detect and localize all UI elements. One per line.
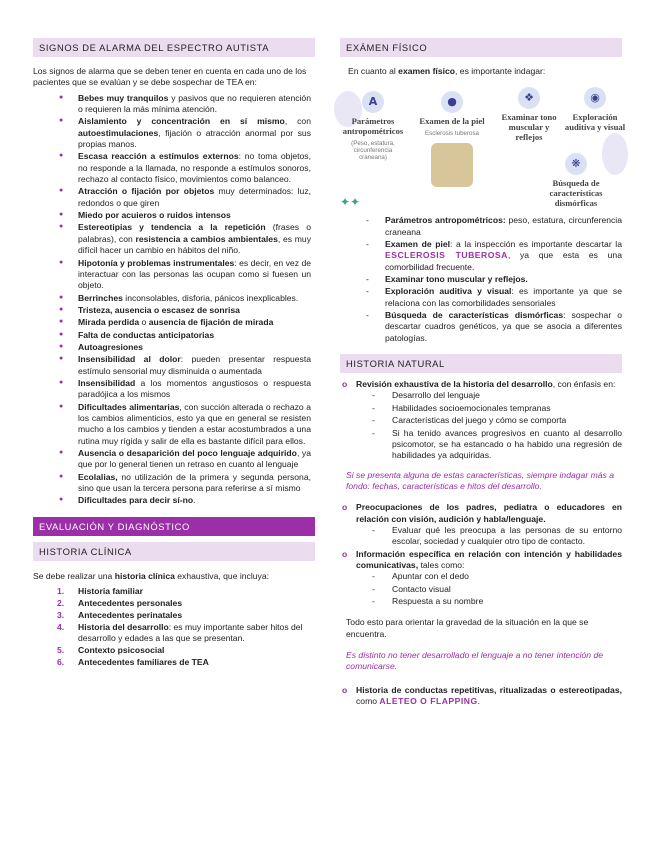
sign-text: : no toma objetos, no responde a la llamada, no responde a estímulos sonoros, rechazo al contacto físico, movimientos como balanceo. (78, 151, 311, 185)
item-bold: Antecedentes personales (78, 597, 183, 608)
sign-bold: Hipotonía y problemas instrumentales (78, 257, 235, 268)
item-bold: Historia familiar (78, 586, 143, 597)
note-language-intention: Es distinto no tener desarrollado el lenguaje a no tener intención de comunicarse. (346, 650, 604, 672)
skin-photo (431, 143, 473, 187)
item-bold: Antecedentes familiares de TEA (78, 656, 209, 667)
sign-bold: Berrinches (78, 292, 123, 303)
item-bold: Antecedentes perinatales (78, 609, 183, 620)
card-subtitle: (Peso, estatura, circunferencia craneana) (351, 140, 395, 162)
dna-icon: ❋ (565, 153, 587, 175)
exam-text: : a la inspección es importante descartar la (450, 239, 622, 250)
list-item (340, 215, 622, 238)
sign-bold: Falta de conductas anticipatorias (78, 329, 215, 340)
sign-bold: Miedo por acuieros o ruidos intensos (78, 210, 231, 221)
sign-text: : es decir, en vez de interactuar con las personas las ocupan como si fuesen un objeto. (78, 257, 311, 291)
sign-bold: Estereotipias y tendencia a la repetición (78, 222, 266, 233)
list-item-repetitive-conduct (340, 685, 622, 708)
list-item (33, 151, 315, 185)
evaluation-header: EVALUACIÓN Y DIAGNÓSTICO (33, 517, 315, 536)
sign-bold-2: resistencia a cambios ambientales (135, 233, 278, 244)
exam-text-2: , ya que esta es una comorbilidad frecuente. (385, 250, 622, 272)
infographic-card-dysmorphic (534, 153, 618, 209)
sign-text: inconsolables, disforia, pánicos inexplicables. (122, 292, 299, 303)
sign-bold: Bebes muy tranquilos (78, 92, 169, 103)
exam-text: : es importante ya que se relaciona con las comorbilidades sensoriales (385, 286, 622, 308)
conduct-text: como (356, 696, 380, 707)
exam-text: peso, estatura, circunferencia craneana (385, 215, 622, 237)
list-item (33, 317, 315, 328)
exam-intro-bold: examen físico (398, 66, 456, 76)
list-item (33, 495, 315, 506)
infographic-card-sensory (562, 87, 628, 133)
sign-bold: Dificultades para decir sí-no (78, 495, 194, 506)
sign-text: (frases o palabras), con (78, 222, 311, 244)
sign-text: a los momentos angustiosos o respuesta paradójica a los mismos (78, 377, 311, 400)
natural-history-header: HISTORIA NATURAL (340, 354, 622, 373)
list-item: - Evaluar qué les preocupa a las personas de su entorno escolar, sociedad y cualquier otro tipo de contacto. (356, 525, 622, 548)
item-bold: Historia del desarrollo (78, 621, 169, 632)
sparkle-icon: ✦✦ (340, 195, 361, 210)
sign-text: o (139, 317, 149, 328)
list-item: - Respuesta a su nombre (356, 596, 622, 607)
parents-bold: Preocupaciones de los padres, pediatra o educadores en relación con visión, audición y habla/lenguaje. (356, 502, 622, 524)
list-item (33, 586, 315, 597)
list-item: - Contacto visual (356, 584, 622, 595)
list-item (33, 258, 315, 292)
sign-text-2: , fijación o atracción anormal por sus propias manos. (78, 127, 311, 150)
list-item (33, 342, 315, 353)
list-item (33, 354, 315, 377)
signs-list (33, 93, 315, 507)
sign-bold-2: autoestimulaciones (78, 127, 159, 138)
info-sublist (356, 571, 622, 607)
conduct-bold: Historia de conductas repetitivas, ritualizadas o estereotipadas, (356, 684, 622, 695)
history-intro (33, 571, 315, 582)
card-title: Examinar tono muscular y reflejos (501, 112, 557, 143)
list-item: - Desarrollo del lenguaje (356, 390, 622, 401)
list-item (33, 657, 315, 668)
sign-bold: Tristeza, ausencia o escasez de sonrisa (78, 304, 240, 315)
natural-history-list (340, 379, 622, 461)
exam-infographic (340, 83, 626, 213)
item-number: 5. (57, 644, 65, 655)
exam-accent: ESCLEROSIS TUBEROSA (385, 250, 508, 261)
sign-text: muy determinados: luz, redondos o que giren (78, 186, 311, 208)
infographic-card-anthropometric (340, 91, 406, 161)
list-item (33, 293, 315, 304)
card-subtitle: Esclerosis tuberosa (425, 130, 479, 138)
note-investigate: Si se presenta alguna de estas características, siempre indagar más a fondo: fechas, características e hitos del desarrollo. (346, 469, 614, 491)
sign-bold-2: ausencia de fijación de mirada (148, 317, 274, 328)
list-item (33, 116, 315, 150)
exam-list (340, 215, 622, 344)
sign-bold: Ecolalias, (78, 471, 118, 482)
sign-bold: Insensibilidad (78, 377, 136, 388)
signs-header: SIGNOS DE ALARMA DEL ESPECTRO AUTISTA (33, 38, 315, 57)
exam-bold: Búsqueda de características dismórficas (385, 310, 564, 321)
exam-bold: Examinar tono muscular y reflejos. (385, 274, 528, 285)
sign-text: . (193, 495, 196, 506)
info-bold: Información específica en relación con intención y habilidades comunicativas, (356, 548, 622, 570)
exam-bold: Examen de piel (385, 239, 451, 250)
list-item (33, 448, 315, 471)
list-item (33, 93, 315, 116)
item-number: 4. (57, 621, 65, 632)
physical-exam-header: EXÁMEN FÍSICO (340, 38, 622, 57)
card-title: Examen de la piel (419, 116, 485, 127)
card-title: Búsqueda de características dismórficas (549, 178, 603, 209)
exam-bold: Exploración auditiva y visual (385, 286, 512, 297)
item-bold: Contexto psicosocial (78, 644, 165, 655)
conduct-accent: ALETEO O FLAPPING (379, 696, 478, 707)
sign-bold: Ausencia o desaparición del poco lenguaje adquirido (78, 448, 297, 458)
list-item: - Habilidades socioemocionales tempranas (356, 403, 622, 414)
list-item (33, 622, 315, 645)
card-title: Exploración auditiva y visual (564, 112, 626, 133)
item-number: 3. (57, 609, 65, 620)
list-item (33, 330, 315, 341)
list-item-development-review (340, 379, 622, 461)
infographic-card-skin (416, 91, 488, 187)
sign-bold: Dificultades alimentarias (78, 401, 180, 412)
sign-text: , con (284, 116, 311, 127)
list-item: - Características del juego y cómo se comporta (356, 415, 622, 426)
card-title: Parámetros antropométricos (342, 116, 404, 137)
ruler-icon: A (362, 91, 384, 113)
item-number: 2. (57, 597, 65, 608)
sign-bold: Mirada perdida (78, 317, 140, 328)
history-intro-bold: historia clínica (114, 570, 175, 581)
list-item (340, 274, 622, 285)
history-intro-text-end: exhaustiva, que incluya: (174, 570, 270, 581)
review-bold: Revisión exhaustiva de la historia del desarrollo (356, 379, 553, 390)
muscle-icon: ❖ (518, 87, 540, 109)
sign-bold: Atracción o fijación por objetos (78, 186, 215, 197)
sign-bold: Aislamiento y concentración en sí mismo (78, 116, 285, 127)
list-item-communication-info (340, 549, 622, 608)
exam-intro-text-end: , es importante indagar: (455, 66, 546, 76)
list-item (33, 472, 315, 495)
list-item (33, 210, 315, 221)
list-item (340, 310, 622, 344)
conduct-end: . (477, 696, 481, 707)
infographic-card-muscle (498, 87, 560, 143)
sign-text: y pasivos que no requieren atención o requieren la más mínima atención. (78, 92, 311, 115)
list-item (33, 378, 315, 401)
exam-intro-text: En cuanto al (348, 66, 399, 76)
sign-text: : pueden presentar respuesta estímulo sensorial muy disminuida o aumentada (78, 354, 311, 376)
conduct-list (340, 685, 622, 708)
sign-text: , con succión alterada o rechazo a los cambios alimenticios, esto ya que en general se resisten mucho a los cambios y tienden a estar acostumbrados a una rutina muy rígida y salir de ella es bastante difícil para ellos. (78, 401, 311, 446)
sign-text: , ya que por lo general tienen un retraso en cuanto al lenguaje (78, 448, 311, 470)
list-item-parents-concerns (340, 502, 622, 547)
skin-icon: ● (441, 91, 463, 113)
history-intro-text: Se debe realizar una (33, 570, 115, 581)
signs-intro: Los signos de alarma que se deben tener en cuenta en cada uno de los pacientes que se evalúan y se debe sospechar de TEA en: (33, 66, 307, 88)
list-item (33, 305, 315, 316)
right-column (340, 38, 626, 707)
item-number: 1. (57, 586, 65, 597)
list-item: - Apuntar con el dedo (356, 571, 622, 582)
list-item (33, 186, 315, 209)
item-text: : es muy importante saber hitos del desarrollo y edades a las que se presentan. (78, 621, 303, 643)
list-item (340, 286, 622, 309)
sign-text-2: , es muy difícil hacer un cambio en hábitos del niño. (78, 233, 311, 256)
review-text: , con énfasis en: (552, 379, 616, 390)
exam-bold: Parámetros antropométricos: (385, 215, 506, 226)
sign-text: no utilización de la primera y segunda persona, sino que usan la tercera persona para referirse a sí mismo (78, 471, 311, 494)
clinical-history-header: HISTORIA CLÍNICA (33, 542, 315, 561)
list-item (340, 239, 622, 273)
list-item (33, 645, 315, 656)
list-item (33, 222, 315, 256)
sign-bold: Insensibilidad al dolor (78, 354, 181, 365)
sign-bold: Autoagresiones (78, 341, 143, 352)
list-item (33, 402, 315, 447)
parents-sublist (356, 525, 622, 548)
list-item (33, 610, 315, 621)
orientation-text: Todo esto para orientar la gravedad de la situación en la que se encuentra. (346, 617, 589, 639)
exam-text: : sospechar o descartar cuadros genéticos, ya que se asocia a diferentes patologías. (385, 310, 622, 343)
sign-bold: Escasa reacción a estímulos externos (78, 151, 239, 162)
concerns-list (340, 502, 622, 607)
left-column (33, 38, 315, 668)
item-number: 6. (57, 656, 65, 667)
review-sublist (356, 390, 622, 461)
list-item (33, 598, 315, 609)
history-list (33, 586, 315, 668)
eye-ear-icon: ◉ (584, 87, 606, 109)
exam-intro (340, 66, 622, 77)
list-item: - Si ha tenido avances progresivos en cuanto al desarrollo psicomotor, se ha estancado o ha habido una regresión de habilidades ya adquiridas. (356, 428, 622, 462)
info-text: tales como: (418, 559, 465, 570)
